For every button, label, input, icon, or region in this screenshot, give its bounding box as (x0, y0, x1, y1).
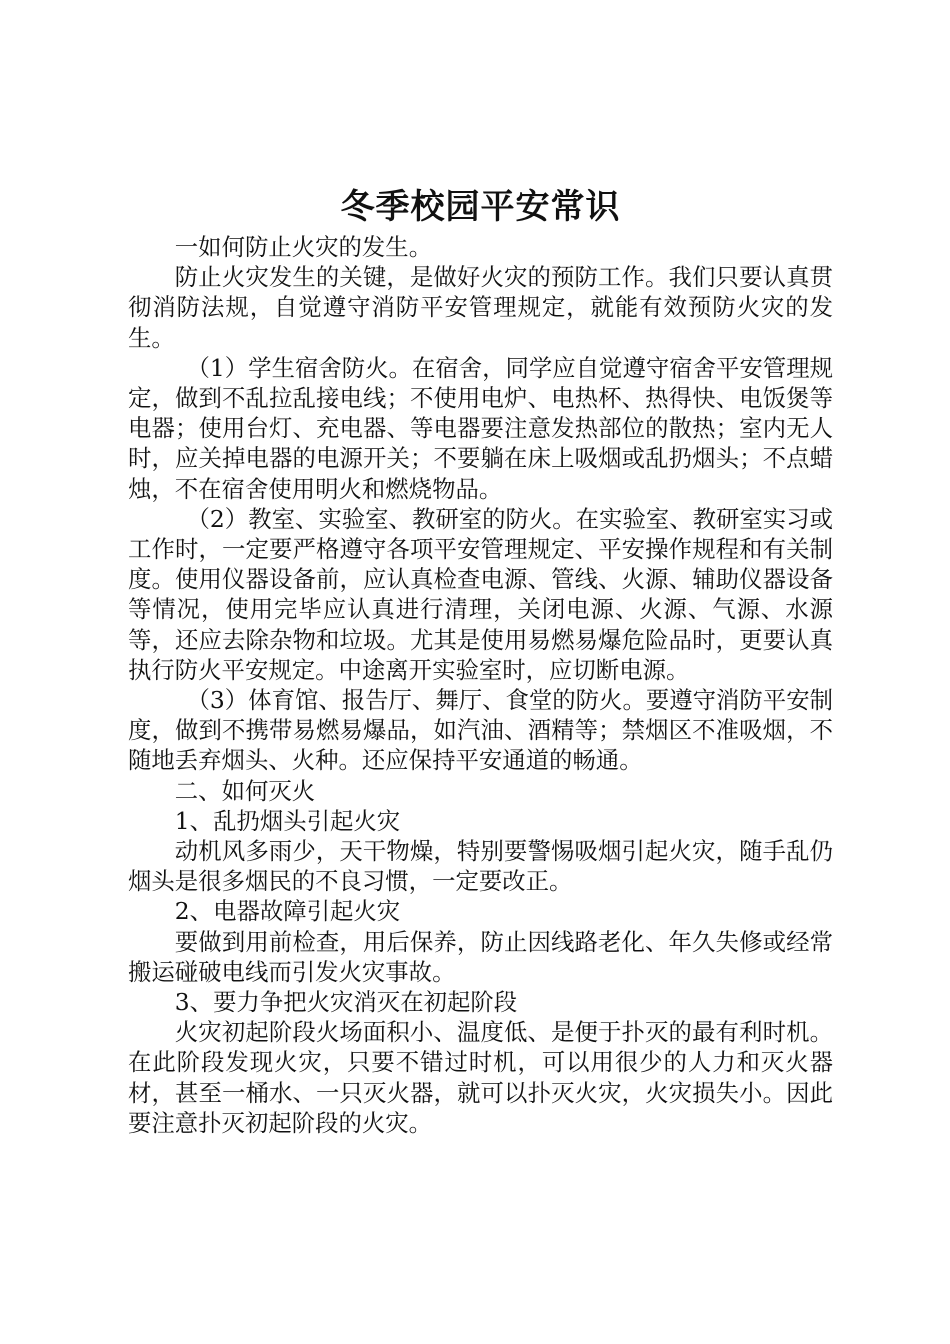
section-heading-2: 二、如何灭火 (174, 776, 316, 805)
paragraph-5: （3）体育馆、报告厅、舞厅、食堂的防火。要遵守消防平安制度，做到不携带易燃易爆品，如汽油、酒精等；禁烟区不准吸烟，不随地丢弃烟头、火种。还应保持平安通道的畅通。 (128, 686, 833, 775)
paragraph-2: 防止火灾发生的关键，是做好火灾的预防工作。我们只要认真贯彻消防法规，自觉遵守消防平安管理规定，就能有效预防火灾的发生。 (128, 263, 833, 352)
paragraph-3: （1）学生宿舍防火。在宿舍，同学应自觉遵守宿舍平安管理规定，做到不乱拉乱接电线；不使用电炉、电热杯、热得快、电饭煲等电器；使用台灯、充电器、等电器要注意发热部位的散热；室内无人时，应关掉电器的电源开关；不要躺在床上吸烟或乱扔烟头；不点蜡烛，不在宿舍使用明火和燃烧物品。 (128, 353, 833, 503)
subheading-3: 3、要力争把火灾消灭在初起阶段 (174, 988, 518, 1017)
paragraph-12: 火灾初起阶段火场面积小、温度低、是便于扑灭的最有利时机。在此阶段发现火灾，只要不错过时机，可以用很少的人力和灭火器材，甚至一桶水、一只灭火器，就可以扑灭火灾，火灾损失小。因此要注意扑灭初起阶段的火灾。 (128, 1018, 833, 1137)
subheading-1: 1、乱扔烟头引起火灾 (174, 806, 401, 835)
document-body (128, 182, 833, 1138)
paragraph-4: （2）教室、实验室、教研室的防火。在实验室、教研室实习或工作时，一定要严格遵守各项平安管理规定、平安操作规程和有关制度。使用仪器设备前，应认真检查电源、管线、火源、辅助仪器设备等情况，使用完毕应认真进行清理，关闭电源、火源、气源、水源等，还应去除杂物和垃圾。尤其是使用易燃易爆危险品时，更要认真执行防火平安规定。中途离开实验室时，应切断电源。 (128, 504, 833, 684)
paragraph-8: 动机风多雨少，天干物燥，特别要警惕吸烟引起火灾，随手乱仍烟头是很多烟民的不良习惯，一定要改正。 (128, 837, 833, 896)
subheading-2: 2、电器故障引起火灾 (174, 897, 401, 926)
paragraph-1: 一如何防止火灾的发生。 (174, 233, 433, 261)
paragraph-10: 要做到用前检查，用后保养，防止因线路老化、年久失修或经常搬运碰破电线而引发火灾事故。 (128, 927, 833, 986)
document-title: 冬季校园平安常识 (340, 187, 621, 227)
